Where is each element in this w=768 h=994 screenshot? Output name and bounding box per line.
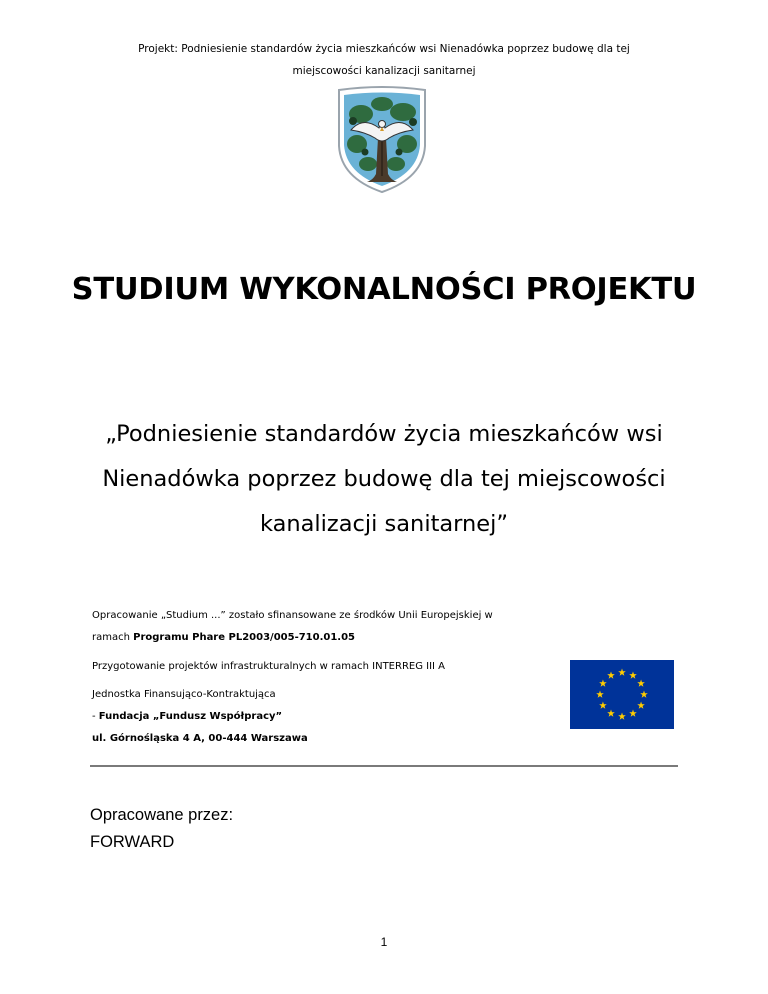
financing-line-2-prefix: ramach	[92, 632, 134, 643]
crest-icon	[333, 86, 431, 194]
foundation-address: ul. Górnośląska 4 A, 00-444 Warszawa	[92, 733, 308, 744]
prepared-by-author: FORWARD	[90, 833, 175, 851]
header-line-2: miejscowości kanalizacji sanitarnej	[292, 65, 476, 77]
financing-line-6	[92, 733, 308, 744]
header-line-1: Projekt: Podniesienie standardów życia mieszkańców wsi Nienadówka poprzez budowę dla tej	[138, 43, 630, 55]
eu-flag-icon	[570, 660, 674, 729]
financing-line-5	[92, 711, 282, 722]
phare-program: Programu Phare PL2003/005-710.01.05	[133, 632, 356, 643]
prepared-by-label: Opracowane przez:	[90, 806, 234, 824]
section-divider	[90, 765, 678, 767]
foundation-name: Fundacja „Fundusz Współpracy”	[98, 711, 283, 722]
financing-line-3: Przygotowanie projektów infrastrukturalnych w ramach INTERREG III A	[92, 661, 446, 672]
document-title: STUDIUM WYKONALNOŚCI PROJEKTU	[71, 272, 697, 307]
project-subtitle: „Podniesienie standardów życia mieszkańców wsi Nienadówka poprzez budowę dla tej miejscowości kanalizacji sanitarnej”	[102, 421, 666, 537]
financing-line-5-prefix: -	[92, 711, 99, 722]
financing-line-2	[92, 632, 355, 643]
financing-line-4: Jednostka Finansująco-Kontraktująca	[92, 689, 276, 700]
running-header	[90, 38, 678, 82]
page-number: 1	[380, 935, 388, 949]
financing-line-1: Opracowanie „Studium ...” zostało sfinansowane ze środków Unii Europejskiej w	[92, 610, 493, 621]
